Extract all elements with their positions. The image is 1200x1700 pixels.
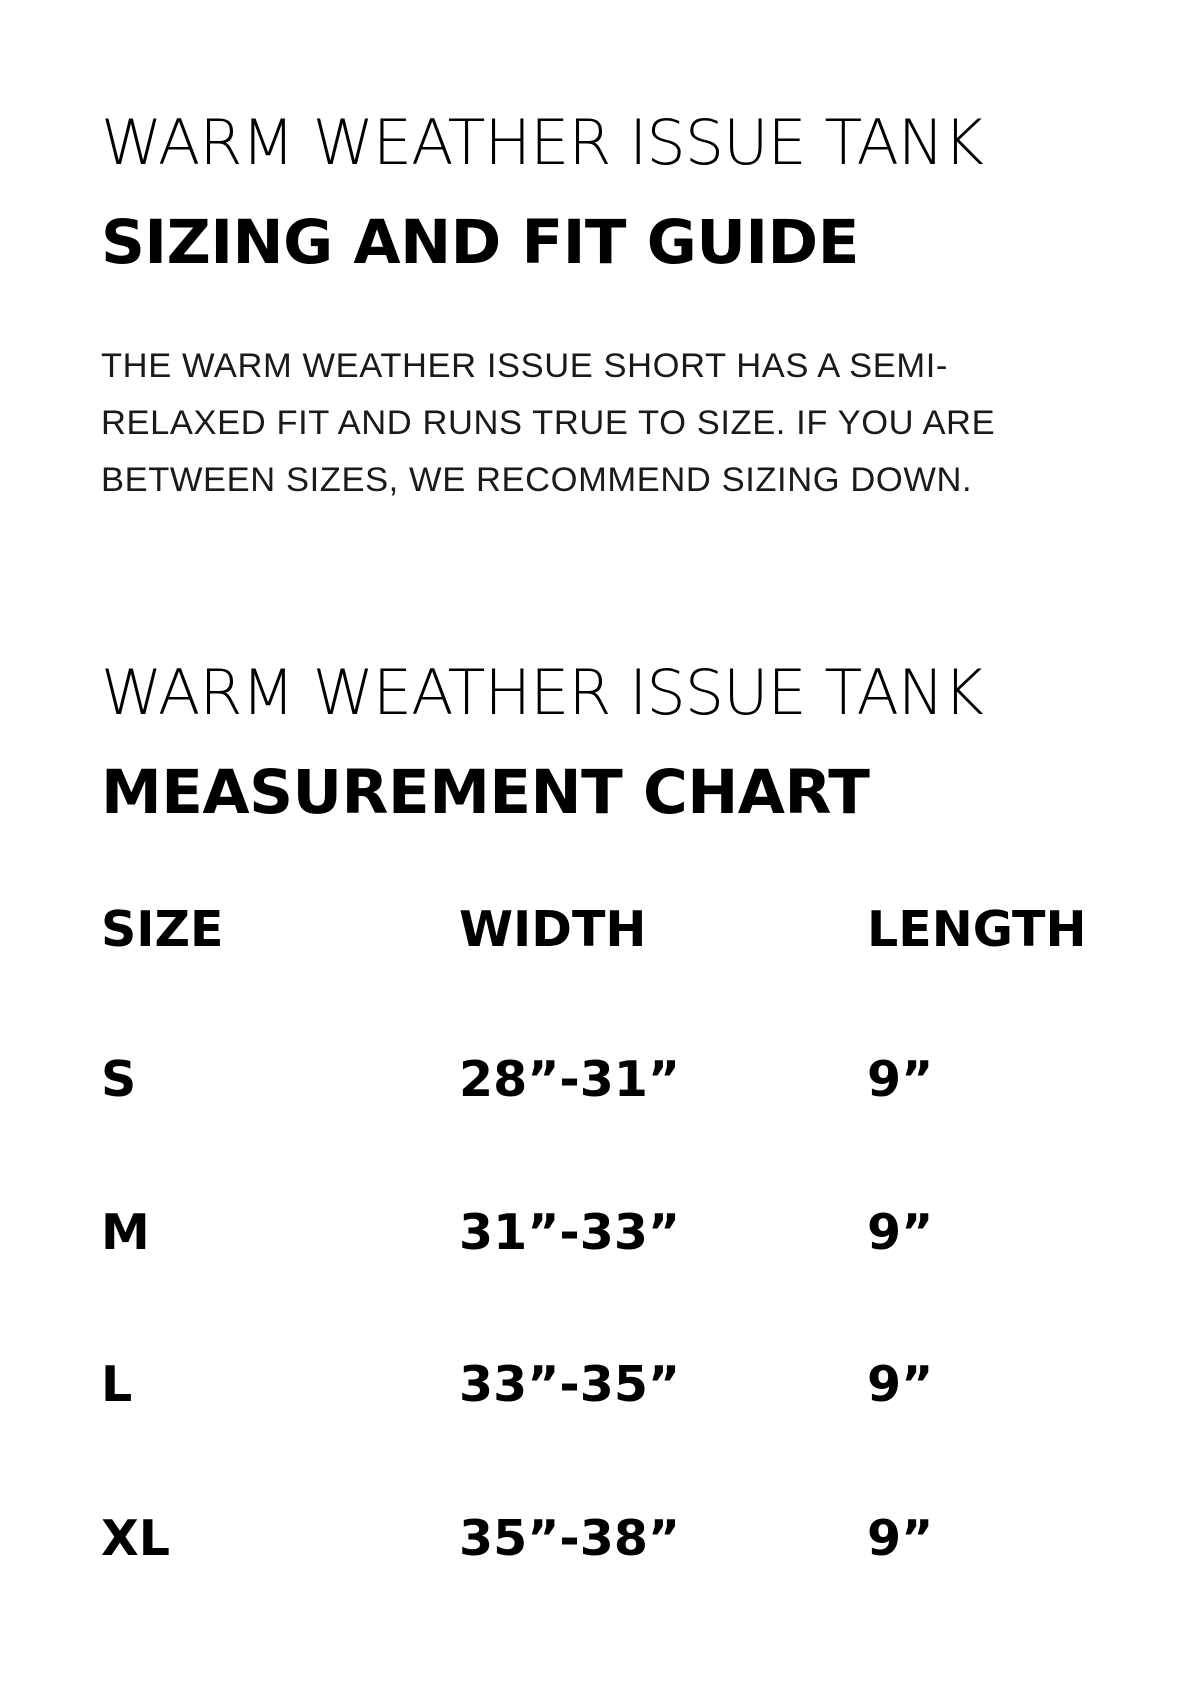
width-cell: 33”-35”: [459, 1356, 681, 1413]
length-cell: 9”: [867, 1204, 934, 1261]
length-cell: 9”: [867, 1510, 934, 1567]
size-cell: XL: [101, 1510, 171, 1567]
fit-description: THE WARM WEATHER ISSUE SHORT HAS A SEMI-RELAXED FIT AND RUNS TRUE TO SIZE. IF YOU ARE BETWEEN SIZES, WE RECOMMEND SIZING DOWN.: [101, 347, 996, 499]
size-cell: L: [101, 1356, 133, 1413]
width-cell: 35”-38”: [459, 1510, 681, 1567]
column-header-size: SIZE: [101, 901, 224, 958]
column-header-length: LENGTH: [867, 901, 1087, 958]
sizing-guide-heading: SIZING AND FIT GUIDE: [101, 207, 859, 278]
product-title: WARM WEATHER ISSUE TANK: [101, 106, 983, 179]
length-cell: 9”: [867, 1356, 934, 1413]
length-cell: 9”: [867, 1051, 934, 1108]
size-cell: S: [101, 1051, 137, 1108]
width-cell: 31”-33”: [459, 1204, 681, 1261]
column-header-width: WIDTH: [459, 901, 647, 958]
chart-product-title: WARM WEATHER ISSUE TANK: [101, 656, 983, 729]
size-cell: M: [101, 1204, 150, 1261]
measurement-chart-heading: MEASUREMENT CHART: [101, 757, 870, 828]
width-cell: 28”-31”: [459, 1051, 681, 1108]
